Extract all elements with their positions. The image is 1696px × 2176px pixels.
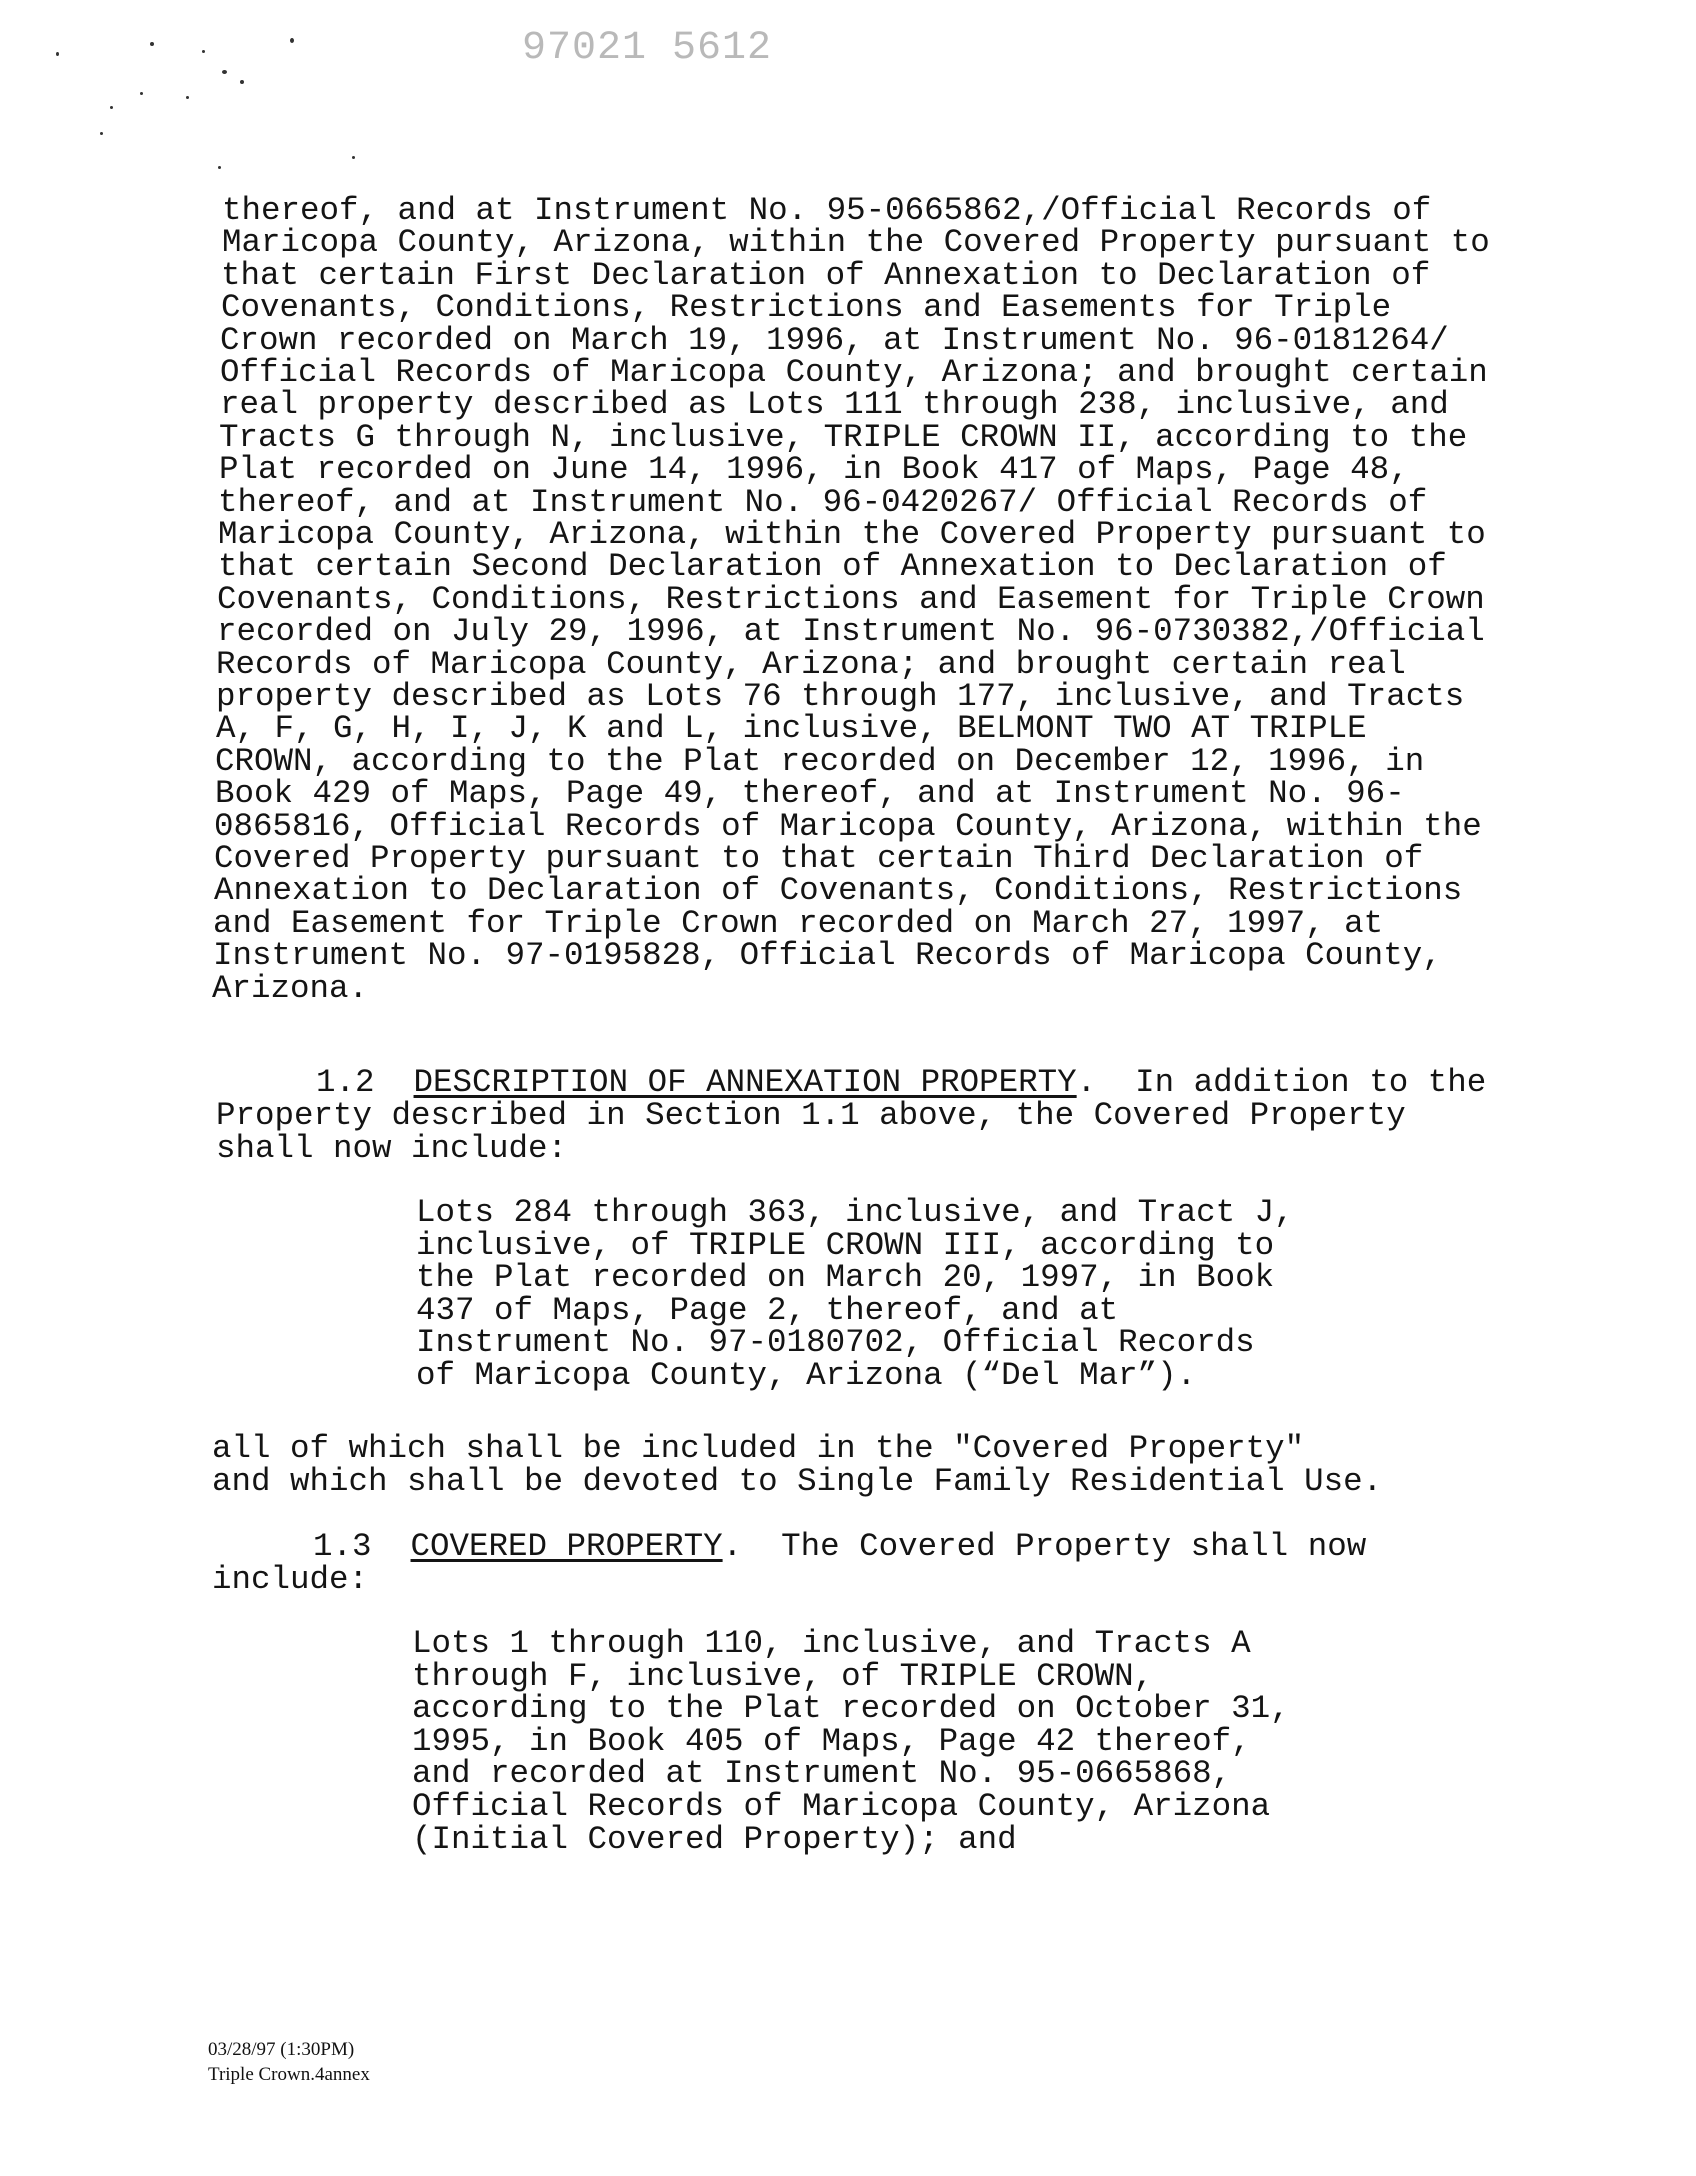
section-intro: . The Covered Property shall now — [722, 1528, 1367, 1565]
paragraph-line: thereof, and at Instrument No. 96-0420267/ Official Records of — [218, 484, 1428, 521]
property-description-line: through F, inclusive, of TRIPLE CROWN, — [412, 1658, 1154, 1695]
section-intro: . In addition to the — [1076, 1064, 1487, 1101]
property-description-line: inclusive, of TRIPLE CROWN III, according to — [416, 1227, 1275, 1264]
property-description-line: Lots 284 through 363, inclusive, and Tract J, — [416, 1194, 1294, 1231]
property-description-line: 1995, in Book 405 of Maps, Page 42 thereof, — [412, 1723, 1251, 1760]
paragraph-line: all of which shall be included in the "Covered Property" — [212, 1430, 1305, 1467]
paragraph-line: Plat recorded on June 14, 1996, in Book 417 of Maps, Page 48, — [219, 451, 1409, 488]
paragraph-line: Arizona. — [212, 970, 369, 1007]
footer-date: 03/28/97 (1:30PM) — [208, 2039, 355, 2060]
paragraph-line: Covered Property pursuant to that certain Third Declaration of — [214, 840, 1424, 877]
section-number: 1.2 — [316, 1064, 375, 1101]
paragraph-line: CROWN, according to the Plat recorded on December 12, 1996, in — [215, 743, 1425, 780]
paragraph-line: Tracts G through N, inclusive, TRIPLE CROWN II, according to the — [219, 419, 1468, 456]
paragraph-line: Instrument No. 97-0195828, Official Records of Maricopa County, — [213, 937, 1442, 974]
paragraph-line: include: — [212, 1561, 369, 1598]
paragraph-line: real property described as Lots 111 through 238, inclusive, and — [220, 386, 1449, 423]
paragraph-line: and which shall be devoted to Single Family Residential Use. — [212, 1463, 1383, 1500]
recording-stamp: 97021 5612 — [522, 26, 773, 71]
paragraph-line: Annexation to Declaration of Covenants, Conditions, Restrictions — [214, 872, 1463, 909]
section-heading-line — [313, 1530, 1366, 1563]
paragraph-line: Covenants, Conditions, Restrictions and Easements for Triple — [221, 289, 1392, 326]
paragraph-line: Maricopa County, Arizona, within the Covered Property pursuant to — [222, 224, 1490, 261]
paragraph-line: Crown recorded on March 19, 1996, at Instrument No. 96-0181264/ — [220, 322, 1449, 359]
paragraph-line: A, F, G, H, I, J, K and L, inclusive, BELMONT TWO AT TRIPLE — [216, 710, 1367, 747]
paragraph-line: Maricopa County, Arizona, within the Covered Property pursuant to — [218, 516, 1486, 553]
property-description-line: of Maricopa County, Arizona (“Del Mar”). — [416, 1357, 1197, 1394]
paragraph-line: property described as Lots 76 through 177, inclusive, and Tracts — [216, 678, 1465, 715]
footer-filename: Triple Crown.4annex — [208, 2064, 370, 2085]
paragraph-line: recorded on July 29, 1996, at Instrument No. 96-0730382,/Official — [217, 613, 1485, 650]
property-description-line: 437 of Maps, Page 2, thereof, and at — [416, 1292, 1119, 1329]
paragraph-line: Records of Maricopa County, Arizona; and brought certain real — [216, 646, 1406, 683]
paragraph-line: that certain Second Declaration of Annexation to Declaration of — [218, 548, 1447, 585]
property-description-line: Lots 1 through 110, inclusive, and Tracts A — [412, 1625, 1251, 1662]
property-description-line: and recorded at Instrument No. 95-0665868, — [412, 1755, 1232, 1792]
property-description-line: according to the Plat recorded on October 31, — [412, 1690, 1290, 1727]
paragraph-line: 0865816, Official Records of Maricopa County, Arizona, within the — [214, 808, 1482, 845]
paragraph-line: Official Records of Maricopa County, Arizona; and brought certain — [220, 354, 1488, 391]
paragraph-line: Book 429 of Maps, Page 49, thereof, and at Instrument No. 96- — [215, 775, 1405, 812]
property-description-line: Instrument No. 97-0180702, Official Records — [416, 1324, 1255, 1361]
property-description-line: Official Records of Maricopa County, Arizona — [412, 1788, 1271, 1825]
section-heading-line — [316, 1066, 1486, 1099]
paragraph-line: Covenants, Conditions, Restrictions and Easement for Triple Crown — [217, 581, 1485, 618]
paragraph-line: shall now include: — [216, 1130, 568, 1167]
property-description-line: (Initial Covered Property); and — [412, 1821, 1017, 1858]
section-number: 1.3 — [313, 1528, 372, 1565]
paragraph-line: and Easement for Triple Crown recorded on March 27, 1997, at — [213, 905, 1384, 942]
paragraph-line: thereof, and at Instrument No. 95-0665862,/Official Records of — [222, 192, 1432, 229]
property-description-line: the Plat recorded on March 20, 1997, in Book — [416, 1259, 1275, 1296]
paragraph-line: that certain First Declaration of Annexation to Declaration of — [221, 257, 1431, 294]
section-heading: COVERED PROPERTY — [410, 1528, 723, 1565]
paragraph-line: Property described in Section 1.1 above, the Covered Property — [216, 1097, 1406, 1134]
section-heading: DESCRIPTION OF ANNEXATION PROPERTY — [413, 1064, 1077, 1101]
